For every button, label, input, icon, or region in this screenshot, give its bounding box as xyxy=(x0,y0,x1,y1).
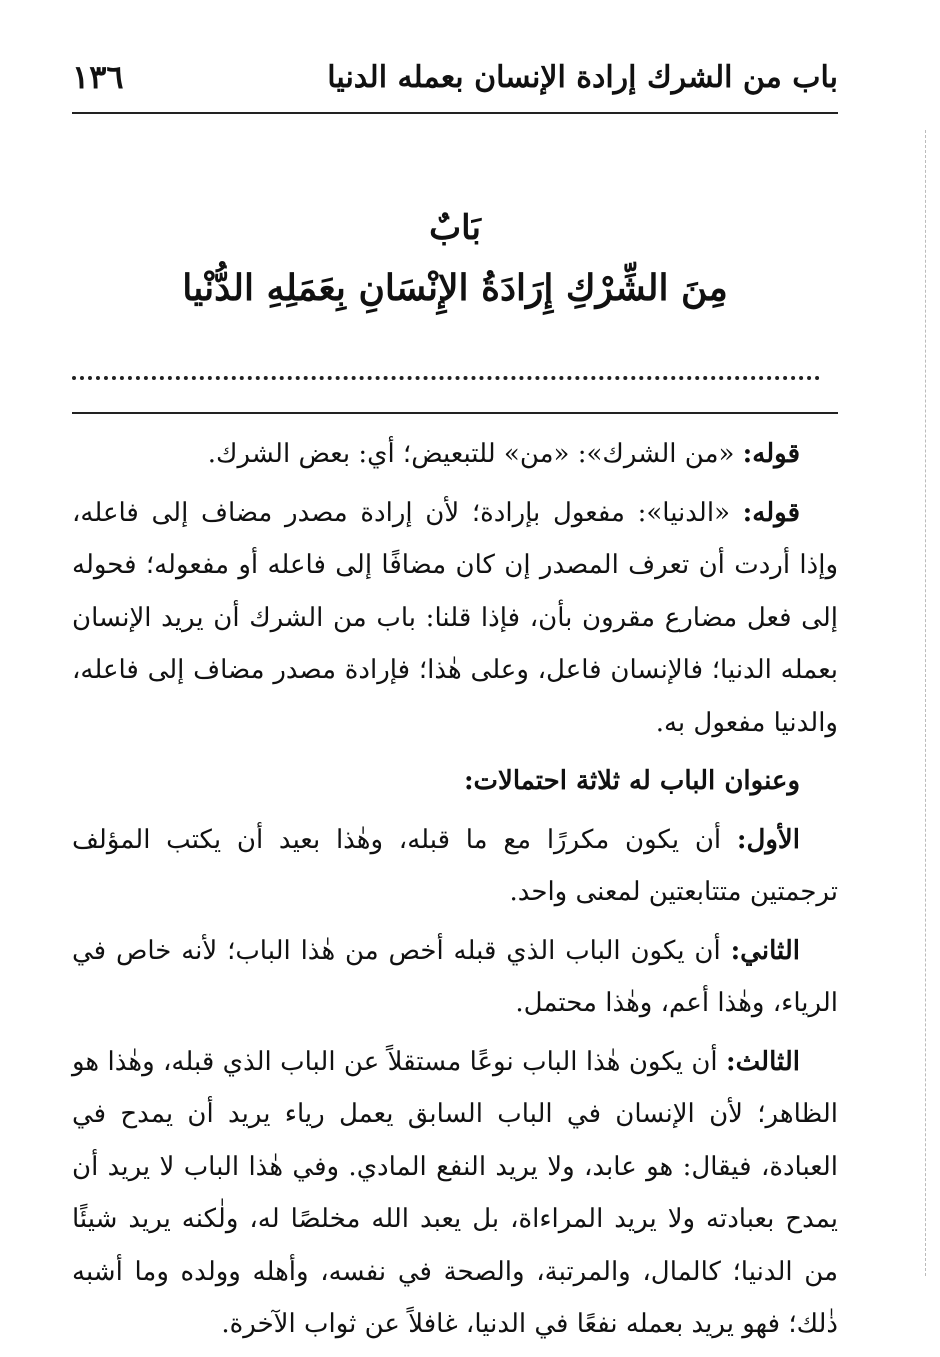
paragraph-6 xyxy=(72,1036,838,1351)
paragraph-text: «الدنيا»: مفعول بإرادة؛ لأن إرادة مصدر مضاف إلى فاعله، وإذا أردت أن تعرف المصدر إن كان مضافًا إلى فاعله أو مفعوله؛ فحوله إلى فعل مضارع مقرون بأن، فإذا قلنا: باب من الشرك أن يريد الإنسان بعمله الدنيا؛ فالإنسان فاعل، وعلى هٰذا؛ فإرادة مصدر مضاف إلى فاعله، والدنيا مفعول به. xyxy=(72,497,838,738)
header-rule xyxy=(72,112,838,114)
separator-rule xyxy=(72,412,838,414)
body-text xyxy=(72,428,838,1357)
margin-line xyxy=(925,130,926,1276)
chapter-word: بَابٌ xyxy=(429,208,481,248)
chapter-heading xyxy=(72,198,838,318)
paragraph-2 xyxy=(72,487,838,750)
chapter-title: مِنَ الشِّرْكِ إِرَادَةُ الإِنْسَانِ بِعَمَلِهِ الدُّنْيا xyxy=(182,267,728,309)
paragraph-1 xyxy=(72,428,838,481)
paragraph-lead: قوله: xyxy=(742,497,800,528)
paragraph-text: أن يكون الباب الذي قبله أخص من هٰذا الباب؛ لأنه خاص في الرياء، وهٰذا أعم، وهٰذا محتمل. xyxy=(72,935,838,1018)
paragraph-lead: الثاني: xyxy=(730,935,800,966)
dotted-divider xyxy=(72,376,820,380)
paragraph-text: «من الشرك»: «من» للتبعيض؛ أي: بعض الشرك. xyxy=(207,439,743,469)
paragraph-lead: الثالث: xyxy=(726,1046,800,1077)
paragraph-lead: قوله: xyxy=(742,439,800,469)
page-number: ١٣٦ xyxy=(72,58,124,96)
paragraph-text: أن يكون هٰذا الباب نوعًا مستقلاً عن الباب الذي قبله، وهٰذا هو الظاهر؛ لأن الإنسان في الباب السابق يعمل رياء يريد أن يمدح في العبادة، فيقال: هو عابد، ولا يريد النفع المادي. وفي هٰذا الباب لا يريد أن يمدح بعبادته ولا يريد المراءاة، بل يعبد الله مخلصًا له، ولٰكنه يريد شيئًا من الدنيا؛ كالمال، والمرتبة، والصحة في نفسه، وأهله وولده وما أشبه ذٰلك؛ فهو يريد بعمله نفعًا في الدنيا، غافلاً عن ثواب الآخرة. xyxy=(72,1046,838,1339)
paragraph-4 xyxy=(72,814,838,919)
paragraph-text: أن يكون مكررًا مع ما قبله، وهٰذا بعيد أن يكتب المؤلف ترجمتين متتابعتين لمعنى واحد. xyxy=(72,824,838,907)
paragraph-3 xyxy=(72,755,838,808)
paragraph-lead: الأول: xyxy=(736,824,800,855)
running-title: باب من الشرك إرادة الإنسان بعمله الدنيا xyxy=(327,59,838,95)
paragraph-5 xyxy=(72,925,838,1030)
page-header xyxy=(72,52,838,102)
subheading: وعنوان الباب له ثلاثة احتمالات: xyxy=(463,766,800,796)
